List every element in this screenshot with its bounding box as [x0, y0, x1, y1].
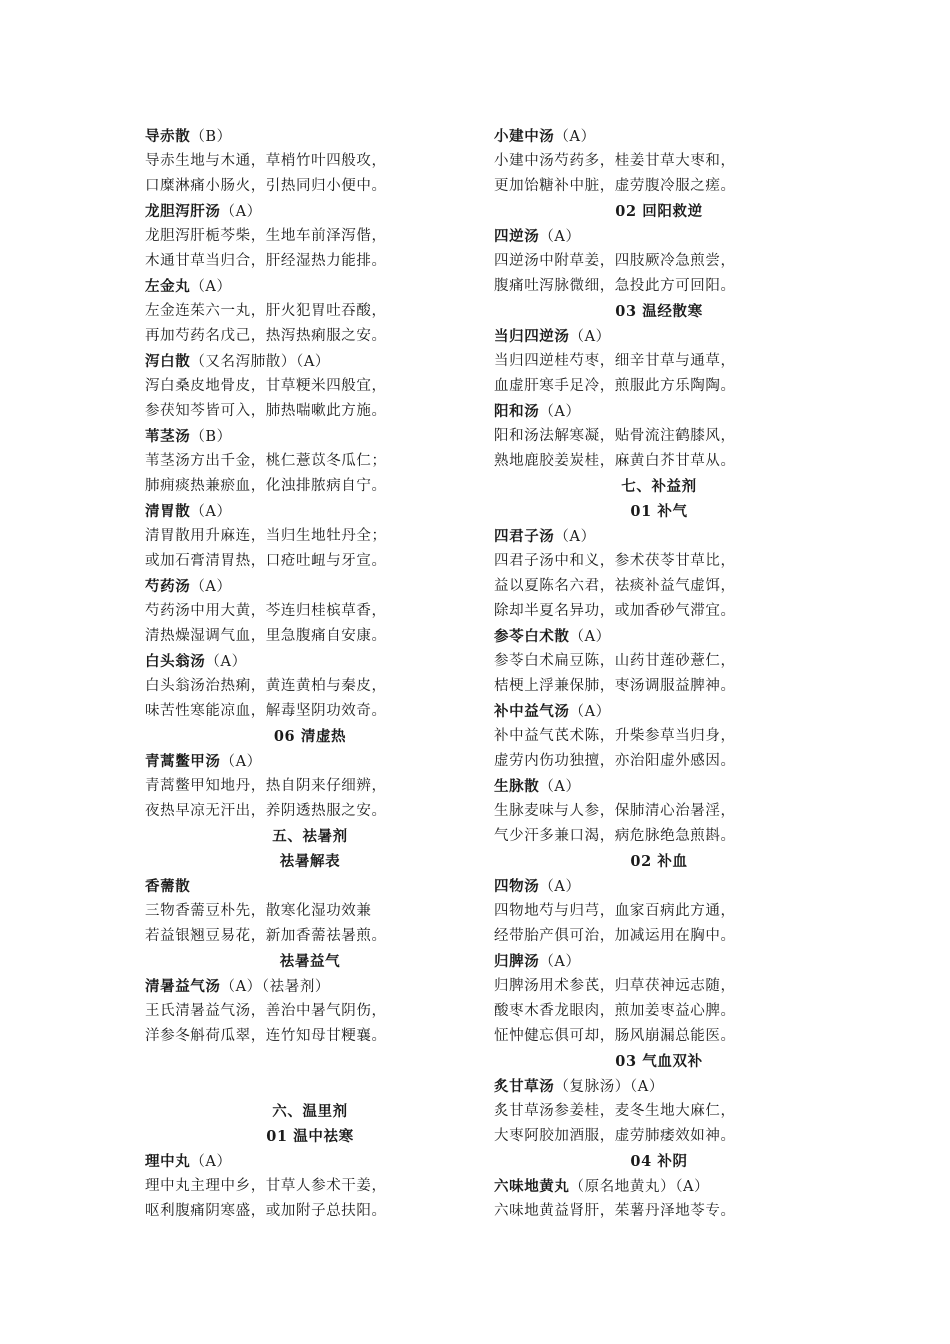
verse-line: 阳和汤法解寒凝，贴骨流注鹤膝风，	[494, 428, 736, 444]
formula-title	[145, 1149, 475, 1174]
section-heading: 祛暑解表	[279, 853, 341, 870]
verse-line: 青蒿鳖甲知地丹，热自阴来仔细辨，	[145, 778, 387, 794]
verse-line: 白头翁汤治热痢，黄连黄柏与秦皮，	[145, 678, 387, 694]
formula-title	[145, 974, 475, 999]
formula-name: 清胃散	[145, 503, 191, 520]
formula-title	[145, 499, 475, 524]
verse-line: 龙胆泻肝栀芩柴，生地车前泽泻偕，	[145, 228, 387, 244]
formula-title	[494, 1174, 824, 1199]
verse-line: 清热燥湿调气血，里急腹痛自安康。	[145, 628, 387, 644]
formula-name: 四逆汤	[494, 228, 540, 245]
left-column	[145, 124, 475, 1224]
formula-title	[494, 624, 824, 649]
section-heading: 02 回阳救逆	[615, 203, 703, 220]
verse-line: 参茯知芩皆可入，肺热喘嗽此方施。	[145, 403, 387, 419]
section-heading: 01 温中祛寒	[266, 1128, 354, 1145]
verse-line: 导赤生地与木通，草梢竹叶四般攻，	[145, 153, 387, 169]
formula-title	[145, 124, 475, 149]
formula-name: 泻白散	[145, 353, 191, 370]
formula-name: 清暑益气汤	[145, 978, 221, 995]
formula-grade: （A）	[220, 204, 262, 220]
verse-line: 四君子汤中和义，参术茯苓甘草比，	[494, 553, 736, 569]
formula-title	[494, 874, 824, 899]
formula-grade: （A）	[539, 954, 581, 970]
formula-grade: （A）	[569, 329, 611, 345]
verse-line: 四物地芍与归芎，血家百病此方通，	[494, 903, 736, 919]
formula-title	[494, 399, 824, 424]
formula-name: 四物汤	[494, 878, 540, 895]
verse-line: 肺痈痰热兼瘀血，化浊排脓病自宁。	[145, 478, 387, 494]
verse-line: 若益银翘豆易花，新加香薷祛暑煎。	[145, 928, 387, 944]
formula-title	[145, 749, 475, 774]
verse-line: 生脉麦味与人参，保肺清心治暑淫，	[494, 803, 736, 819]
formula-name: 左金丸	[145, 278, 191, 295]
formula-title	[494, 224, 824, 249]
formula-title	[145, 274, 475, 299]
verse-line: 更加饴糖补中脏，虚劳腹冷服之瘥。	[494, 178, 736, 194]
verse-line: 小建中汤芍药多，桂姜甘草大枣和，	[494, 153, 736, 169]
verse-line: 再加芍药名戊己，热泻热痢服之安。	[145, 328, 387, 344]
verse-line: 桔梗上浮兼保肺，枣汤调服益脾神。	[494, 678, 736, 694]
formula-name: 白头翁汤	[145, 653, 206, 670]
formula-grade: （原名地黄丸）（A）	[569, 1179, 710, 1195]
formula-grade: （A）	[190, 1154, 232, 1170]
section-heading: 06 清虚热	[273, 728, 347, 745]
verse-line: 六味地黄益肾肝，茱薯丹泽地苓专。	[494, 1203, 736, 1219]
verse-line: 除却半夏名异功，或加香砂气滞宜。	[494, 603, 736, 619]
formula-grade: （A）	[539, 229, 581, 245]
formula-name: 阳和汤	[494, 403, 540, 420]
section-heading: 七、补益剂	[621, 478, 697, 495]
formula-name: 理中丸	[145, 1153, 191, 1170]
section-heading: 五、祛暑剂	[272, 828, 348, 845]
formula-name: 炙甘草汤	[494, 1078, 555, 1095]
formula-grade: （A）	[554, 129, 596, 145]
verse-line: 酸枣木香龙眼肉，煎加姜枣益心脾。	[494, 1003, 736, 1019]
formula-grade: （B）	[190, 129, 232, 145]
formula-name: 生脉散	[494, 778, 540, 795]
formula-title	[145, 424, 475, 449]
verse-line: 洋参冬斛荷瓜翠，连竹知母甘粳襄。	[145, 1028, 387, 1044]
formula-grade: （A）	[190, 579, 232, 595]
formula-title	[494, 774, 824, 799]
formula-grade: （A）（祛暑剂）	[220, 979, 331, 995]
formula-title	[145, 574, 475, 599]
verse-line: 味苦性寒能凉血，解毒坚阴功效奇。	[145, 703, 387, 719]
verse-line: 益以夏陈名六君，祛痰补益气虚饵，	[494, 578, 736, 594]
formula-grade: （A）	[539, 879, 581, 895]
formula-grade: （又名泻肺散）（A）	[190, 354, 331, 370]
verse-line: 血虚肝寒手足冷，煎服此方乐陶陶。	[494, 378, 736, 394]
verse-line: 苇茎汤方出千金，桃仁薏苡冬瓜仁；	[145, 453, 387, 469]
formula-title	[494, 1074, 824, 1099]
formula-name: 芍药汤	[145, 578, 191, 595]
verse-line: 或加石膏清胃热，口疮吐衄与牙宣。	[145, 553, 387, 569]
verse-line: 参苓白术扁豆陈，山药甘莲砂薏仁，	[494, 653, 736, 669]
verse-line: 泻白桑皮地骨皮，甘草粳米四般宜，	[145, 378, 387, 394]
verse-line: 腹痛吐泻脉微细，急投此方可回阳。	[494, 278, 736, 294]
verse-line: 理中丸主理中乡，甘草人参术干姜，	[145, 1178, 387, 1194]
formula-name: 青蒿鳖甲汤	[145, 753, 221, 770]
formula-grade: （A）	[190, 279, 232, 295]
verse-line: 补中益气芪术陈，升柴参草当归身，	[494, 728, 736, 744]
verse-line: 口糜淋痛小肠火，引热同归小便中。	[145, 178, 387, 194]
formula-grade: （A）	[539, 404, 581, 420]
formula-grade: （A）	[539, 779, 581, 795]
section-heading: 六、温里剂	[272, 1103, 348, 1120]
verse-line: 炙甘草汤参姜桂，麦冬生地大麻仁，	[494, 1103, 736, 1119]
section-heading: 04 补阴	[630, 1153, 688, 1170]
section-heading: 02 补血	[630, 853, 688, 870]
verse-line: 熟地鹿胶姜炭桂，麻黄白芥甘草从。	[494, 453, 736, 469]
verse-line: 怔忡健忘俱可却，肠风崩漏总能医。	[494, 1028, 736, 1044]
formula-title	[145, 874, 475, 899]
formula-grade: （A）	[205, 654, 247, 670]
verse-line: 三物香薷豆朴先，散寒化湿功效兼	[145, 903, 372, 919]
verse-line: 芍药汤中用大黄，芩连归桂槟草香，	[145, 603, 387, 619]
verse-line: 夜热早凉无汗出，养阴透热服之安。	[145, 803, 387, 819]
verse-line: 大枣阿胶加酒服，虚劳肺痿效如神。	[494, 1128, 736, 1144]
formula-name: 补中益气汤	[494, 703, 570, 720]
formula-grade: （A）	[569, 704, 611, 720]
verse-line: 木通甘草当归合，肝经湿热力能排。	[145, 253, 387, 269]
verse-line: 当归四逆桂芍枣，细辛甘草与通草，	[494, 353, 736, 369]
formula-title	[494, 524, 824, 549]
formula-name: 苇茎汤	[145, 428, 191, 445]
formula-title	[494, 699, 824, 724]
section-heading: 03 气血双补	[615, 1053, 703, 1070]
formula-title	[494, 949, 824, 974]
section-heading: 01 补气	[630, 503, 688, 520]
formula-title	[145, 649, 475, 674]
verse-line: 呕利腹痛阴寒盛，或加附子总扶阳。	[145, 1203, 387, 1219]
right-column	[494, 124, 824, 1224]
formula-name: 导赤散	[145, 128, 191, 145]
formula-name: 小建中汤	[494, 128, 555, 145]
formula-name: 参苓白术散	[494, 628, 570, 645]
formula-grade: （B）	[190, 429, 232, 445]
section-heading: 03 温经散寒	[615, 303, 703, 320]
verse-line: 左金连茱六一丸，肝火犯胃吐吞酸，	[145, 303, 387, 319]
formula-grade: （A）	[569, 629, 611, 645]
verse-line: 四逆汤中附草姜，四肢厥冷急煎尝，	[494, 253, 736, 269]
section-heading: 祛暑益气	[279, 953, 341, 970]
verse-line: 清胃散用升麻连，当归生地牡丹全；	[145, 528, 387, 544]
verse-line: 王氏清暑益气汤，善治中暑气阴伤，	[145, 1003, 387, 1019]
formula-grade: （复脉汤）（A）	[554, 1079, 664, 1095]
formula-title	[494, 124, 824, 149]
formula-title	[494, 324, 824, 349]
formula-name: 当归四逆汤	[494, 328, 570, 345]
formula-name: 六味地黄丸	[494, 1178, 570, 1195]
formula-title	[145, 199, 475, 224]
verse-line: 气少汗多兼口渴，病危脉绝急煎斟。	[494, 828, 736, 844]
formula-name: 四君子汤	[494, 528, 555, 545]
section-spacer	[145, 1049, 475, 1099]
formula-name: 香薷散	[145, 878, 191, 895]
formula-name: 龙胆泻肝汤	[145, 203, 221, 220]
formula-grade: （A）	[190, 504, 232, 520]
formula-title	[145, 349, 475, 374]
verse-line: 经带胎产俱可治，加减运用在胸中。	[494, 928, 736, 944]
formula-grade: （A）	[220, 754, 262, 770]
formula-grade: （A）	[554, 529, 596, 545]
formula-name: 归脾汤	[494, 953, 540, 970]
verse-line: 虚劳内伤功独擅，亦治阳虚外感因。	[494, 753, 736, 769]
verse-line: 归脾汤用术参芪，归草茯神远志随，	[494, 978, 736, 994]
